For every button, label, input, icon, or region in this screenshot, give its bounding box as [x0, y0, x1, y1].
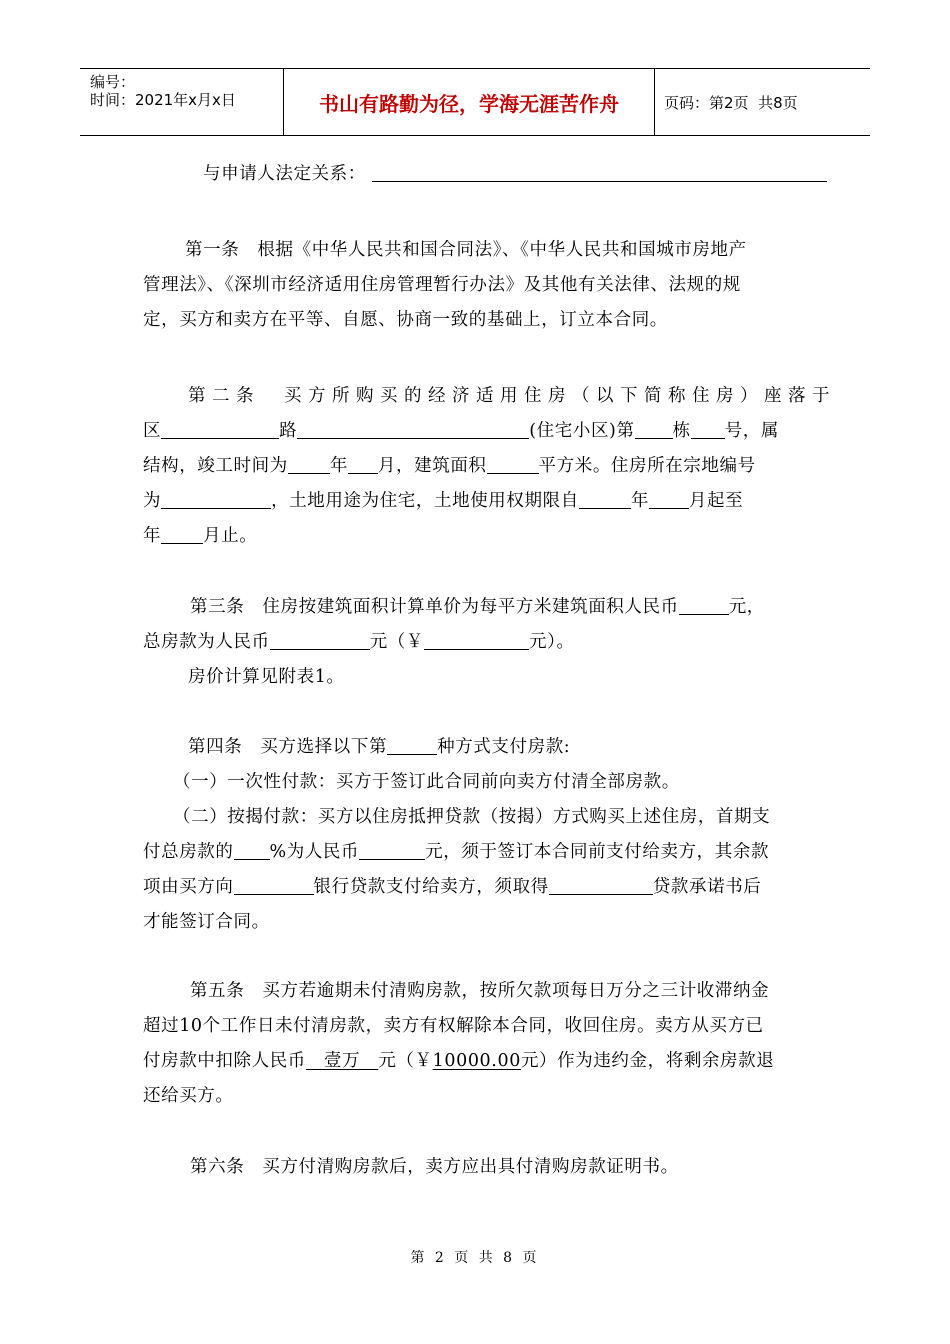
land-month-to-blank [161, 525, 203, 544]
art4-line3: （二）按揭付款：买方以住房抵押贷款（按揭）方式购买上述住房，首期支 [173, 807, 771, 827]
total-price-cn-blank [270, 631, 370, 650]
art5-line4: 还给买方。 [143, 1086, 234, 1106]
art3-line2: 总房款为人民币 元（￥ 元）。 [143, 632, 575, 652]
payment-method-blank [387, 736, 437, 755]
art5-line1: 第五条 买方若逾期未付清购房款，按所欠款项每日万分之三计收滞纳金 [190, 981, 770, 1001]
header-page-info [655, 69, 870, 135]
relation-blank [372, 163, 827, 182]
art2-line5: 年 月止。 [143, 526, 258, 546]
penalty-amount-cn: 壹万 [305, 1051, 379, 1071]
page-header [80, 68, 870, 136]
unit-blank [691, 420, 725, 439]
down-payment-amount-blank [359, 841, 425, 860]
completion-year-blank [288, 455, 330, 474]
header-motto: 书山有路勤为径，学海无涯苦作舟 [283, 69, 655, 135]
relation-line [203, 160, 827, 185]
art2-line4: 为 ，土地用途为住宅，土地使用权期限自 年 月起至 [143, 491, 744, 511]
page-footer: 第 2 页 共 8 页 [410, 1250, 540, 1266]
art4-line5: 项由买方向 银行贷款支付给卖方，须取得 贷款承诺书后 [143, 877, 762, 897]
land-month-from-blank [649, 490, 689, 509]
road-blank [297, 420, 529, 439]
page-label: 页码：第2页 共8页 [664, 93, 798, 112]
bank-name-blank [234, 876, 314, 895]
art1-line1: 第一条 根据《中华人民共和国合同法》、《中华人民共和国城市房地产 [185, 240, 747, 260]
land-year-from-blank [579, 490, 631, 509]
serial-label: 编号： [90, 73, 136, 91]
art4-line6: 才能签订合同。 [143, 912, 270, 932]
art3-line3: 房价计算见附表1。 [188, 667, 345, 687]
art6-line1: 第六条 买方付清购房款后，卖方应出具付清购房款证明书。 [190, 1157, 679, 1177]
art4-line4: 付总房款的 %为人民币 元，须于签订本合同前支付给卖方，其余款 [143, 842, 770, 862]
art3-line1: 第三条 住房按建筑面积计算单价为每平方米建筑面积人民币 元， [190, 597, 765, 617]
art4-line1: 第四条 买方选择以下第 种方式支付房款: [188, 737, 571, 757]
down-payment-percent-blank [234, 841, 270, 860]
art4-line2: （一）一次性付款：买方于签订此合同前向卖方付清全部房款。 [173, 772, 680, 792]
loan-commitment-blank [549, 876, 653, 895]
art1-line3: 定，买方和卖方在平等、自愿、协商一致的基础上，订立本合同。 [143, 310, 668, 330]
total-price-num-blank [424, 631, 529, 650]
time-label: 时间：2021年x月x日 [90, 91, 236, 109]
art2-line2: 区 路 (住宅小区)第 栋 号，属 [143, 421, 779, 441]
header-meta [80, 69, 283, 135]
art5-line3: 付房款中扣除人民币 壹万 元（￥10000.00元）作为违约金，将剩余房款退 [143, 1051, 775, 1071]
art2-line3: 结构，竣工时间为 年 月，建筑面积 平方米。住房所在宗地编号 [143, 456, 756, 476]
district-blank [161, 420, 279, 439]
completion-month-blank [348, 455, 378, 474]
art5-line2: 超过10个工作日未付清房款，卖方有权解除本合同，收回住房。卖方从买方已 [143, 1016, 764, 1036]
art1-line2: 管理法》、《深圳市经济适用住房管理暂行办法》及其他有关法律、法规的规 [143, 275, 741, 295]
building-blank [635, 420, 673, 439]
unit-price-blank [679, 596, 729, 615]
area-blank [487, 455, 539, 474]
penalty-amount-num: 10000.00 [432, 1051, 521, 1071]
art2-line1: 第二条 买方所购买的经济适用住房（以下简称住房）座落于 [188, 386, 836, 406]
relation-label: 与申请人法定关系： [203, 164, 366, 184]
lot-number-blank [161, 490, 271, 509]
